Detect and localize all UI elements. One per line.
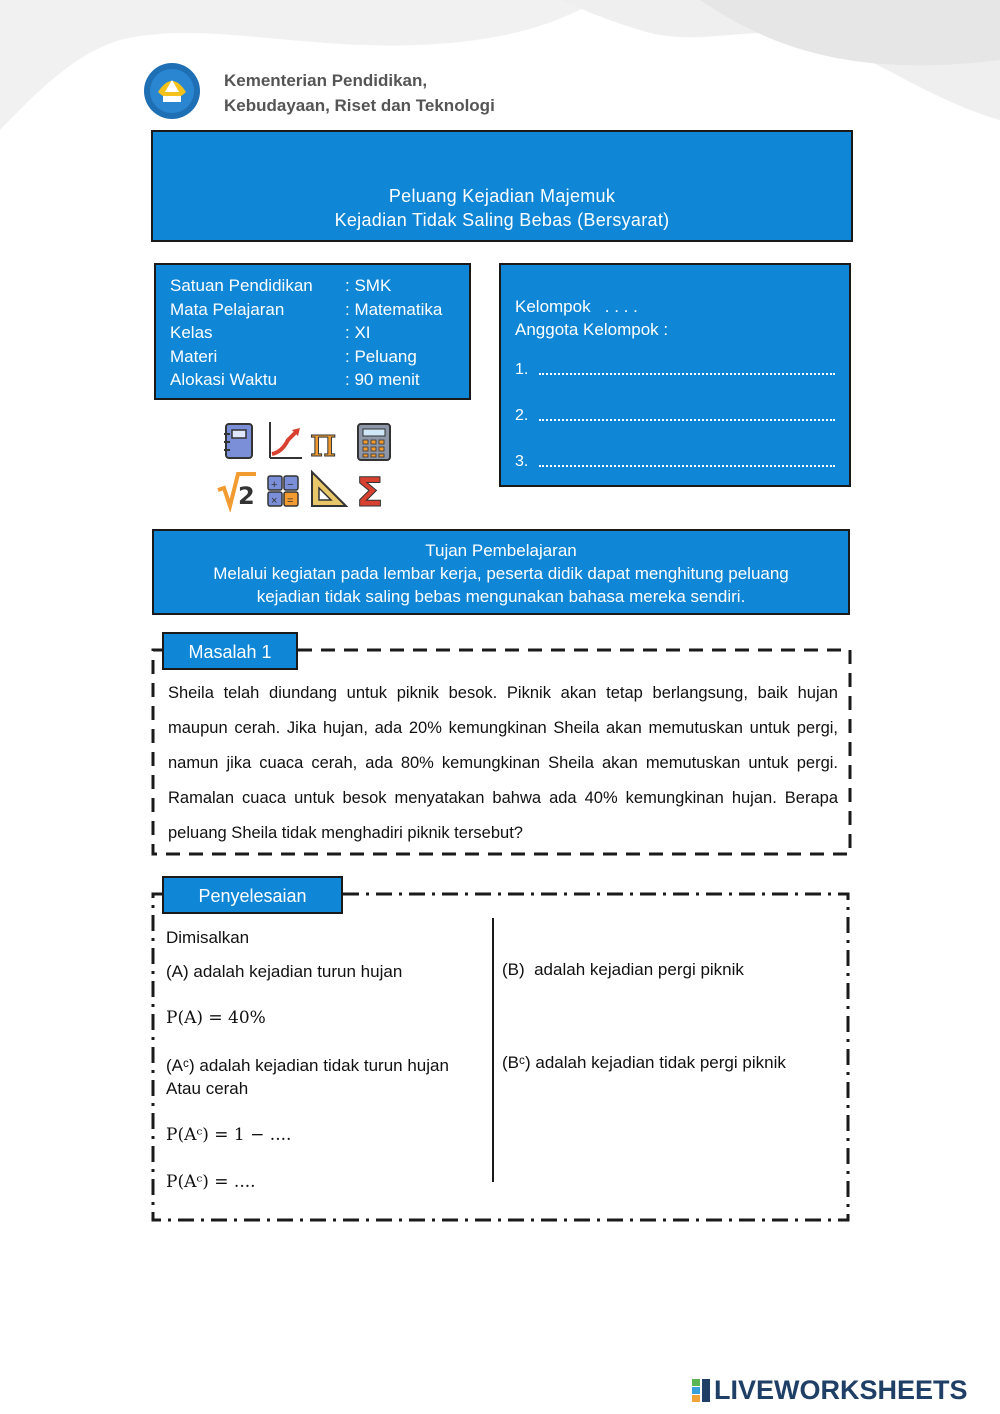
goal-line-1: Melalui kegiatan pada lembar kerja, peserta didik dapat menghitung peluang	[213, 564, 789, 583]
event-bc-definition: (Bᶜ) adalah kejadian tidak pergi piknik	[502, 1053, 786, 1072]
solution-tab	[162, 876, 343, 914]
member-row-1	[515, 347, 835, 381]
event-ac-definition: (Aᶜ) adalah kejadian tidak turun hujan	[166, 1056, 449, 1075]
svg-text:2: 2	[238, 482, 255, 510]
info-value: : SMK	[345, 276, 392, 295]
member-input-line[interactable]	[539, 419, 835, 421]
pi-icon: π	[310, 420, 337, 466]
info-value: : Peluang	[345, 346, 417, 366]
group-label: Kelompok . . . .	[515, 297, 638, 316]
svg-text:−: −	[287, 479, 294, 491]
graph-icon	[270, 422, 302, 458]
ministry-name	[224, 68, 495, 118]
member-row-3	[515, 439, 835, 473]
member-number: 1.	[515, 361, 529, 378]
solution-tab-label: Penyelesaian	[198, 886, 307, 906]
info-label: Alokasi Waktu	[170, 370, 278, 389]
svg-text:+: +	[271, 479, 278, 491]
members-label: Anggota Kelompok :	[515, 320, 669, 339]
info-row	[170, 321, 469, 345]
liveworksheets-brand: LIVEWORKSHEETS	[714, 1375, 968, 1405]
info-row	[170, 368, 469, 392]
info-label: Kelas	[170, 323, 213, 342]
math-icons	[216, 420, 396, 512]
info-box	[154, 263, 471, 400]
info-label: Satuan Pendidikan	[170, 276, 313, 295]
member-row-2	[515, 393, 835, 427]
info-label: Materi	[170, 346, 218, 366]
calculator-icon	[358, 424, 390, 460]
learning-goal-box	[152, 529, 850, 615]
member-number: 3.	[515, 453, 529, 470]
probability-a: P(A) = 40%	[166, 1008, 266, 1028]
solution-left-column	[166, 926, 486, 1194]
ministry-line-2: Kebudayaan, Riset dan Teknologi	[224, 96, 495, 115]
problem-tab-label: Masalah 1	[188, 642, 272, 662]
svg-text:=: =	[287, 495, 294, 507]
goal-line-2: kejadian tidak saling bebas mengunakan bahasa mereka sendiri.	[256, 587, 746, 606]
title-line-1: Peluang Kejadian Majemuk	[388, 186, 616, 206]
info-value: : Matematika	[345, 299, 443, 319]
problem-text: Sheila telah diundang untuk piknik besok. Piknik akan tetap berlangsung, baik hujan maupun cerah. Jika hujan, ada 20% kemungkinan Sheila akan memutuskan untuk pergi, namun jika cuaca cerah, ada 80% kemungkinan Sheila akan memutuskan untuk pergi. Ramalan cuaca untuk besok menyatakan bahwa ada 40% kemungkinan hujan. Berapa peluang Sheila tidak menghadiri piknik tersebut?	[168, 684, 838, 842]
operations-icon	[268, 476, 298, 507]
svg-text:×: ×	[271, 495, 278, 507]
ministry-line-1: Kementerian Pendidikan,	[224, 71, 428, 90]
notebook-icon	[224, 424, 252, 458]
set-square-icon	[312, 472, 346, 506]
solution-right-column	[502, 958, 842, 1074]
info-value: : XI	[345, 323, 371, 342]
member-input-line[interactable]	[539, 465, 835, 467]
liveworksheets-logo	[692, 1375, 968, 1406]
column-divider	[492, 918, 494, 1182]
probability-ac-answer[interactable]: P(Aᶜ) = ....	[166, 1172, 256, 1192]
member-input-line[interactable]	[539, 373, 835, 375]
liveworksheets-icon	[692, 1379, 712, 1403]
title-box	[151, 130, 853, 242]
info-label: Mata Pelajaran	[170, 299, 285, 319]
member-number: 2.	[515, 407, 529, 424]
group-box	[499, 263, 851, 487]
info-row	[170, 298, 469, 322]
event-a-definition: (A) adalah kejadian turun hujan	[166, 962, 403, 981]
sqrt-icon	[218, 474, 256, 510]
event-b-definition: (B) adalah kejadian pergi piknik	[502, 960, 744, 979]
problem-tab	[162, 632, 298, 670]
title-line-2: Kejadian Tidak Saling Bebas (Bersyarat)	[334, 210, 670, 230]
ministry-logo	[143, 62, 201, 120]
event-ac-definition-cont: Atau cerah	[166, 1079, 249, 1098]
solution-intro: Dimisalkan	[166, 928, 250, 947]
info-row	[170, 274, 469, 298]
goal-heading: Tujan Pembelajaran	[425, 541, 577, 560]
sigma-icon: Σ	[356, 470, 384, 512]
info-value: : 90 menit	[345, 370, 420, 389]
info-row	[170, 345, 469, 369]
probability-ac-formula[interactable]: P(Aᶜ) = 1 − ....	[166, 1125, 292, 1145]
